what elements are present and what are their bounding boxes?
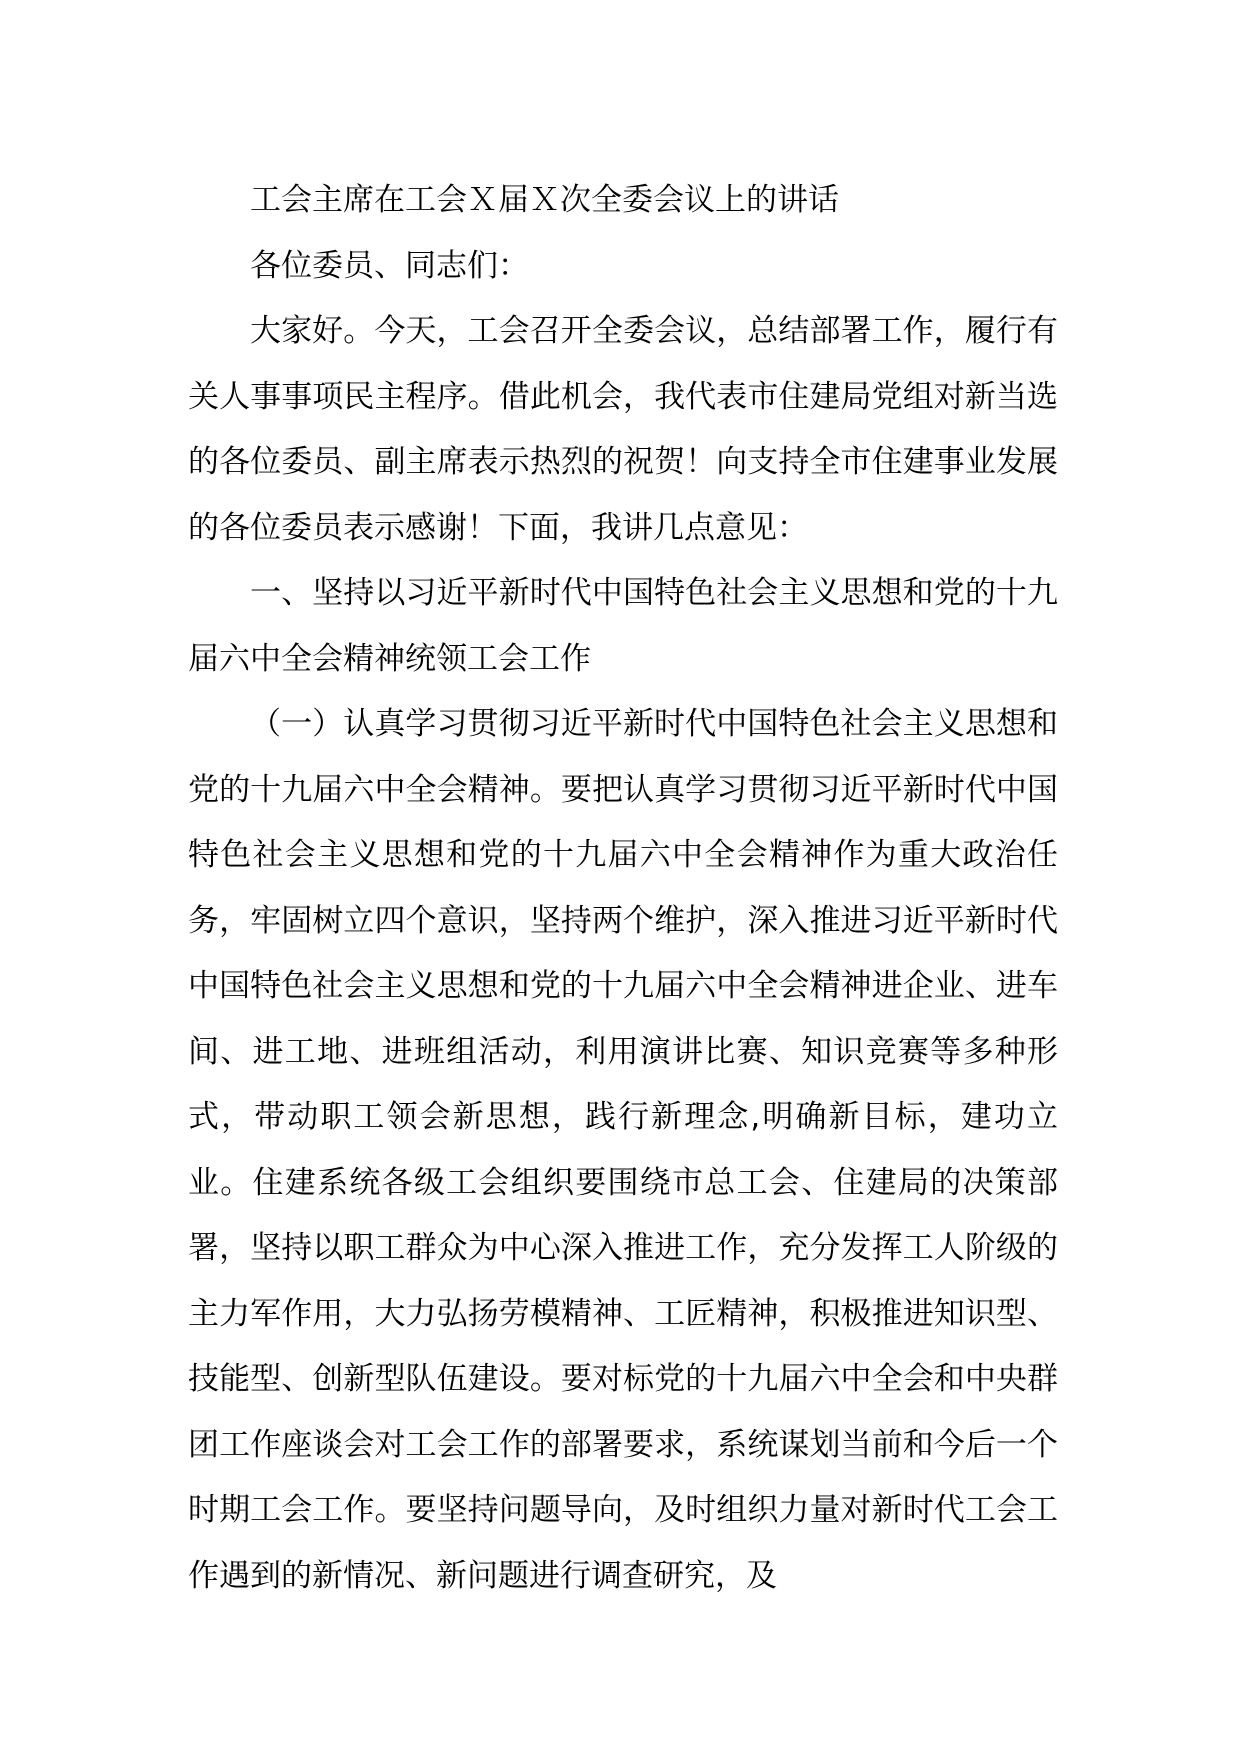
salutation: 各位委员、同志们： [250, 247, 529, 284]
document-title: 工会主席在工会Ｘ届Ｘ次全委会议上的讲话 [250, 182, 839, 218]
paragraph-opening: 大家好。今天，工会召开全委会议，总结部署工作，履行有关人事事项民主程序。借此机会，我代表市住建局党组对新当选的各位委员、副主席表示热烈的祝贺！向支持全市住建事业发展的各位委员表示感谢！下面，我讲几点意见： [188, 313, 1058, 546]
paragraph-subsection-1: （一）认真学习贯彻习近平新时代中国特色社会主义思想和党的十九届六中全会精神。要把认真学习贯彻习近平新时代中国特色社会主义思想和党的十九届六中全会精神作为重大政治任务，牢固树立四个意识，坚持两个维护，深入推进习近平新时代中国特色社会主义思想和党的十九届六中全会精神进企业、进车间、进工地、进班组活动，利用演讲比赛、知识竞赛等多种形式，带动职工领会新思想，践行新理念,明确新目标，建功立业。住建系统各级工会组织要围绕市总工会、住建局的决策部署，坚持以职工群众为中心深入推进工作，充分发挥工人阶级的主力军作用，大力弘扬劳模精神、工匠精神，积极推进知识型、技能型、创新型队伍建设。要对标党的十九届六中全会和中央群团工作座谈会对工会工作的部署要求，系统谋划当前和今后一个时期工会工作。要坚持问题导向，及时组织力量对新时代工会工作遇到的新情况、新问题进行调查研究，及 [188, 706, 1058, 1594]
document-body [188, 168, 1058, 1609]
section-heading-1: 一、坚持以习近平新时代中国特色社会主义思想和党的十九届六中全会精神统领工会工作 [188, 575, 1058, 677]
